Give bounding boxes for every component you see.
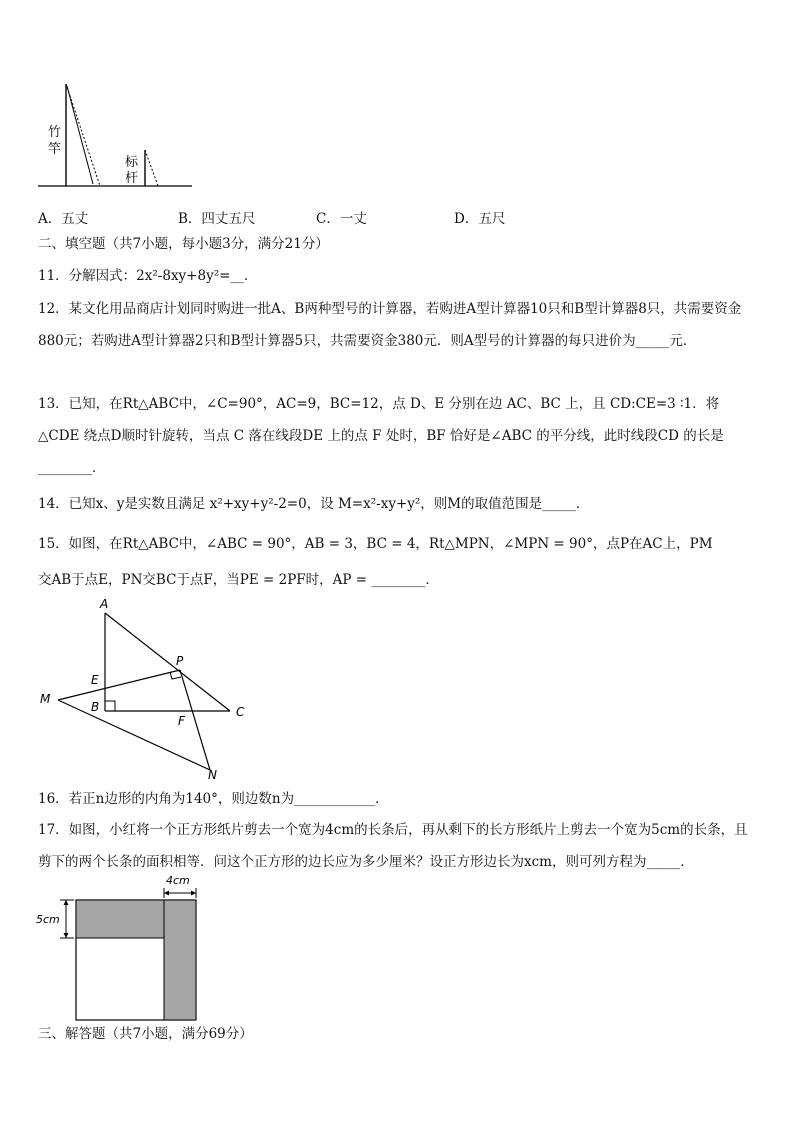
arrowhead-5cm-top — [64, 900, 69, 905]
label-f: F — [178, 714, 185, 728]
label-bamboo-1: 竹 — [48, 125, 62, 140]
bamboo-solid-edge — [67, 86, 93, 184]
arrowhead-5cm-bottom — [64, 933, 69, 938]
label-c: C — [236, 705, 245, 719]
question-11: 11．分解因式：2x²-8xy+8y²=__． — [38, 268, 258, 284]
option-c[interactable]: C．一丈 — [316, 211, 367, 227]
right-angle-b — [105, 701, 115, 711]
pole-shadow-figure — [30, 78, 200, 193]
label-e: E — [91, 673, 99, 687]
rod-ray — [145, 150, 158, 186]
label-a: A — [100, 597, 109, 611]
label-p: P — [176, 654, 184, 668]
question-16: 16．若正n边形的内角为140°，则边数n为____________． — [38, 791, 389, 807]
label-4cm: 4cm — [166, 874, 190, 887]
bamboo-ray — [66, 84, 100, 186]
label-5cm: 5cm — [36, 913, 60, 926]
question-17: 17．如图，小红将一个正方形纸片剪去一个宽为4cm的长条后，再从剩下的长方形纸片上剪去一个宽为5cm的长条，且剪下的两个长条的面积相等．问这个正方形的边长应为多少厘米？设正方形边长为xcm，则可列方程为_____． — [38, 822, 748, 870]
question-13: 13．已知，在Rt△ABC中，∠C=90°，AC=9，BC=12，点 D、E 分别在边 AC、BC 上，且 CD:CE=3 ∶1．将△CDE 绕点D顺时针旋转，当点 C 落在线段DE 上的点 F 处时，BF 恰好是∠ABC 的平分线，此时线段CD 的长是________． — [38, 396, 724, 476]
question-14: 14．已知x、y是实数且满足 x²+xy+y²-2=0，设 M=x²-xy+y²，则M的取值范围是_____． — [38, 496, 590, 512]
label-m: M — [40, 692, 51, 706]
question-15-line2: 交AB于点E，PN交BC于点F，当PE = 2PF时，AP = ________． — [38, 572, 439, 588]
arrowhead-4cm-left — [164, 891, 169, 896]
label-bamboo-2: 竿 — [48, 142, 62, 157]
option-b[interactable]: B．四丈五尺 — [178, 211, 256, 227]
strip-right-4cm — [164, 900, 196, 1020]
segment-pm — [58, 670, 180, 700]
label-rod-1: 标 — [125, 155, 139, 170]
right-angle-p — [170, 672, 181, 679]
label-b: B — [91, 700, 100, 714]
strip-top-5cm — [76, 900, 164, 938]
segment-ac — [105, 613, 230, 711]
triangle-figure — [30, 595, 260, 780]
label-rod-2: 杆 — [125, 171, 139, 186]
square-figure — [30, 868, 210, 1023]
section3-heading: 三、解答题（共7小题，满分69分） — [38, 1026, 253, 1042]
label-n: N — [208, 768, 217, 780]
section2-heading: 二、填空题（共7小题，每小题3分，满分21分） — [38, 236, 329, 252]
question-15-line1: 15．如图，在Rt△ABC中，∠ABC = 90°，AB = 3，BC = 4，Rt△MPN，∠MPN = 90°，点P在AC上，PM — [38, 536, 713, 552]
option-d[interactable]: D．五尺 — [454, 211, 506, 227]
arrowhead-4cm-right — [191, 891, 196, 896]
question-12: 12．某文化用品商店计划同时购进一批A、B两种型号的计算器，若购进A型计算器10只和B型计算器8只，共需要资金880元；若购进A型计算器2只和B型计算器5只，共需要资金380元．则A型号的计算器的每只进价为_____元． — [38, 301, 742, 349]
option-a[interactable]: A．五丈 — [38, 211, 89, 227]
